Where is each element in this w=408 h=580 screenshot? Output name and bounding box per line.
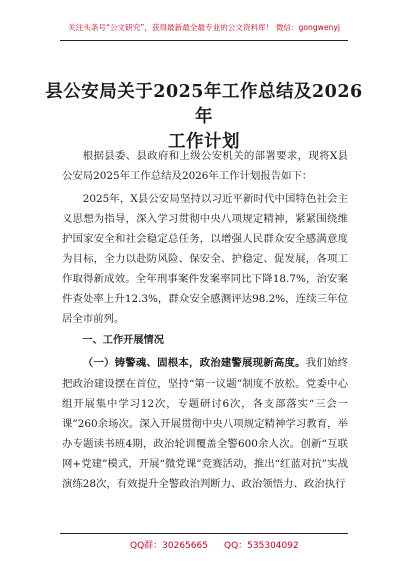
subsection-heading: （一）铸警魂、固根本，政治建警展现新高度。 <box>82 357 306 370</box>
footer-qq-group: QQ群：30265665 <box>130 541 208 551</box>
footer-qq-contact: QQ：535304092 <box>224 541 299 551</box>
header-divider <box>60 40 348 41</box>
subsection-paragraph <box>62 353 348 494</box>
subsection-text: 我们始终把政治建设摆在首位，坚持“第一议题”制度不放松。党委中心组开展集中学习12次，专题研讨6次，各支部落实“三会一课”260余场次。深入开展贯彻中央八项规定精神学习教育，举办专题读书班4期，政治轮训覆盖全警600余人次。创新“互联网+党建”模式，开展“微党课”竞赛活动，推出“红蓝对抗”实战演练28次，有效提升全警政治判断力、政治领悟力、政治执行 <box>62 357 349 490</box>
document-title <box>40 80 368 155</box>
title-line-1: 县公安局关于2025年工作总结及2026年 <box>45 82 363 127</box>
section-heading: 一、工作开展情况 <box>82 335 164 347</box>
header-promo-note: 关注头条号“公文研究”，获得最新最全最专业的公文资料库！ 微信：gongwenyj <box>68 23 340 32</box>
summary-paragraph: 2025年，X县公安局坚持以习近平新时代中国特色社会主义思想为指导，深入学习贯彻中央八项规定精神，紧紧围绕维护国家安全和社会稳定总任务，以增强人民群众安全感满意度为目标，全力以赴防风险、保安全、护稳定、促发展，各项工作取得新成效。全年刑事案件发案率同比下降18.7%，治安案件查处率上升12.3%，群众安全感测评达98.2%，连续三年位居全市前列。 <box>62 192 348 326</box>
title-line-2: 工作计划 <box>168 132 240 152</box>
footer-divider <box>60 533 348 534</box>
document-body <box>62 146 348 494</box>
intro-paragraph: 根据县委、县政府和上级公安机关的部署要求，现将X县公安局2025年工作总结及2026年工作计划报告如下： <box>62 150 348 183</box>
